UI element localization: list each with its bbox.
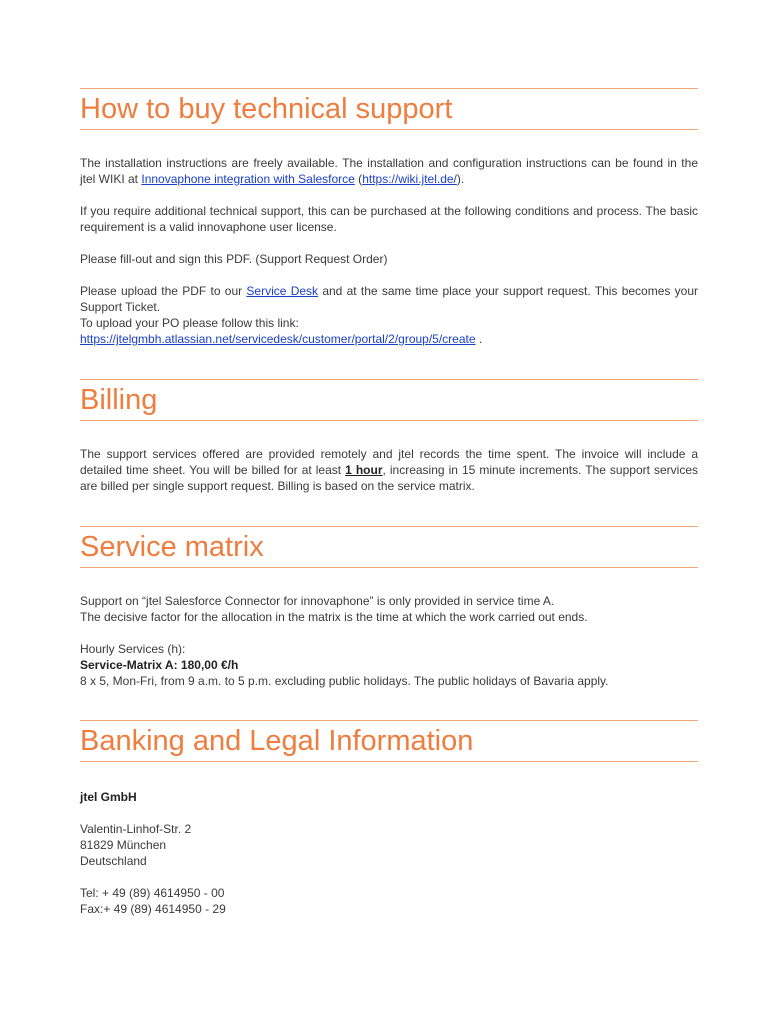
heading-billing: Billing — [80, 379, 698, 421]
fax-number: Fax:+ 49 (89) 4614950 - 29 — [80, 902, 226, 916]
link-servicedesk-create[interactable]: https://jtelgmbh.atlassian.net/servicedesk/customer/portal/2/group/5/create — [80, 332, 476, 346]
address-city: 81829 München — [80, 838, 167, 852]
link-wiki-url[interactable]: https://wiki.jtel.de/ — [362, 172, 457, 186]
address-street: Valentin-Linhof-Str. 2 — [80, 822, 192, 836]
paragraph-decisive-factor: The decisive factor for the allocation in the matrix is the time at which the work carried out ends. — [80, 610, 588, 624]
heading-banking-legal: Banking and Legal Information — [80, 720, 698, 762]
paragraph-billing: The support services offered are provided remotely and jtel records the time spent. The invoice will include a detailed time sheet. You will be billed for at least 1 hour, increasing in 15 minute increments. The support services are billed per single support request. Billing is based on the service matrix. — [80, 447, 698, 493]
link-innovaphone-integration[interactable]: Innovaphone integration with Salesforce — [141, 172, 355, 186]
heading-technical-support: How to buy technical support — [80, 88, 698, 130]
company-name: jtel GmbH — [80, 790, 137, 804]
paragraph-support-scope: Support on “jtel Salesforce Connector for innovaphone” is only provided in service time A. — [80, 594, 555, 608]
section-service-matrix — [80, 526, 698, 689]
billing-min-time: 1 hour — [345, 463, 383, 477]
section-billing — [80, 379, 698, 494]
paragraph-fill-out: Please fill-out and sign this PDF. (Support Request Order) — [80, 252, 388, 266]
service-matrix-a-description: 8 x 5, Mon-Fri, from 9 a.m. to 5 p.m. excluding public holidays. The public holidays of Bavaria apply. — [80, 674, 609, 688]
link-service-desk[interactable]: Service Desk — [246, 284, 319, 298]
phone-number: Tel: + 49 (89) 4614950 - 00 — [80, 886, 225, 900]
address-country: Deutschland — [80, 854, 147, 868]
section-technical-support — [80, 88, 698, 347]
heading-service-matrix: Service matrix — [80, 526, 698, 568]
paragraph-upload-po: To upload your PO please follow this link: — [80, 316, 299, 330]
paragraph-upload: Please upload the PDF to our Service Desk and at the same time place your support request. This becomes your Support Ticket. — [80, 284, 699, 314]
paragraph-additional-support: If you require additional technical support, this can be purchased at the following conditions and process. The basic requirement is a valid innovaphone user license. — [80, 204, 698, 234]
paragraph-po-link: https://jtelgmbh.atlassian.net/servicedesk/customer/portal/2/group/5/create . — [80, 332, 483, 346]
section-banking-legal — [80, 720, 698, 917]
paragraph-installation: The installation instructions are freely available. The installation and configuration instructions can be found in the jtel WIKI at Innovaphone integration with Salesforce (https://wiki.jtel.de/). — [80, 156, 698, 186]
label-hourly-services: Hourly Services (h): — [80, 642, 186, 656]
service-matrix-a-rate: Service-Matrix A: 180,00 €/h — [80, 658, 239, 672]
